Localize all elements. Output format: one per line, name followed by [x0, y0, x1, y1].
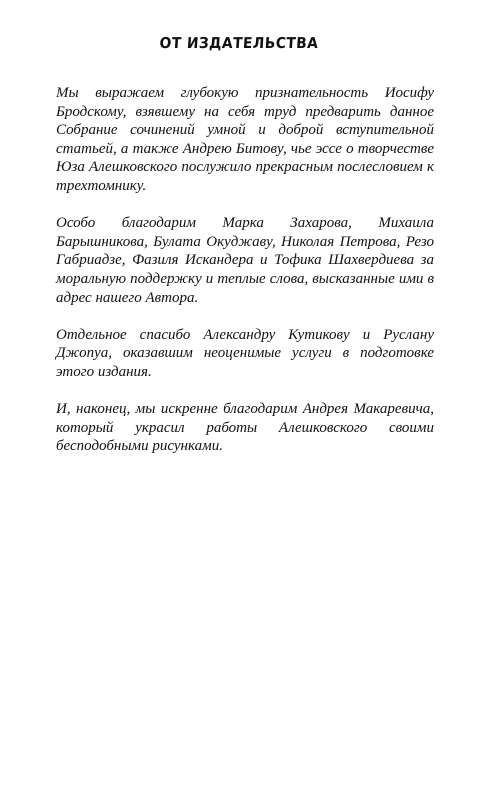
- page-heading: ОТ ИЗДАТЕЛЬСТВА: [159, 34, 319, 52]
- paragraph-makarevich: И, наконец, мы искренне благодарим Андрея Макаревича, который украсил работы Алешковского своими бесподобными рисунками.: [56, 401, 434, 455]
- paragraph-thanks-list: Особо благодарим Марка Захарова, Михаила Барышникова, Булата Окуджаву, Николая Петрова, Резо Габриадзе, Фазиля Искандера и Тофика Шахвердиева за моральную поддержку и теплые слова, высказанные ими в адрес нашего Автора.: [56, 215, 434, 306]
- paragraph-brodsky: Мы выражаем глубокую признательность Иосифу Бродскому, взявшему на себя труд предварить данное Собрание сочинений умной и доброй вступительной статьей, а также Андрею Битову, чье эссе о творчестве Юза Алешковского послужило прекрасным послесловием к трехтомнику.: [56, 85, 434, 194]
- acknowledgements-text: [56, 84, 434, 474]
- paragraph-kutikov: Отдельное спасибо Александру Кутикову и Руслану Джопуа, оказавшим неоценимые услуги в подготовке этого издания.: [56, 326, 434, 380]
